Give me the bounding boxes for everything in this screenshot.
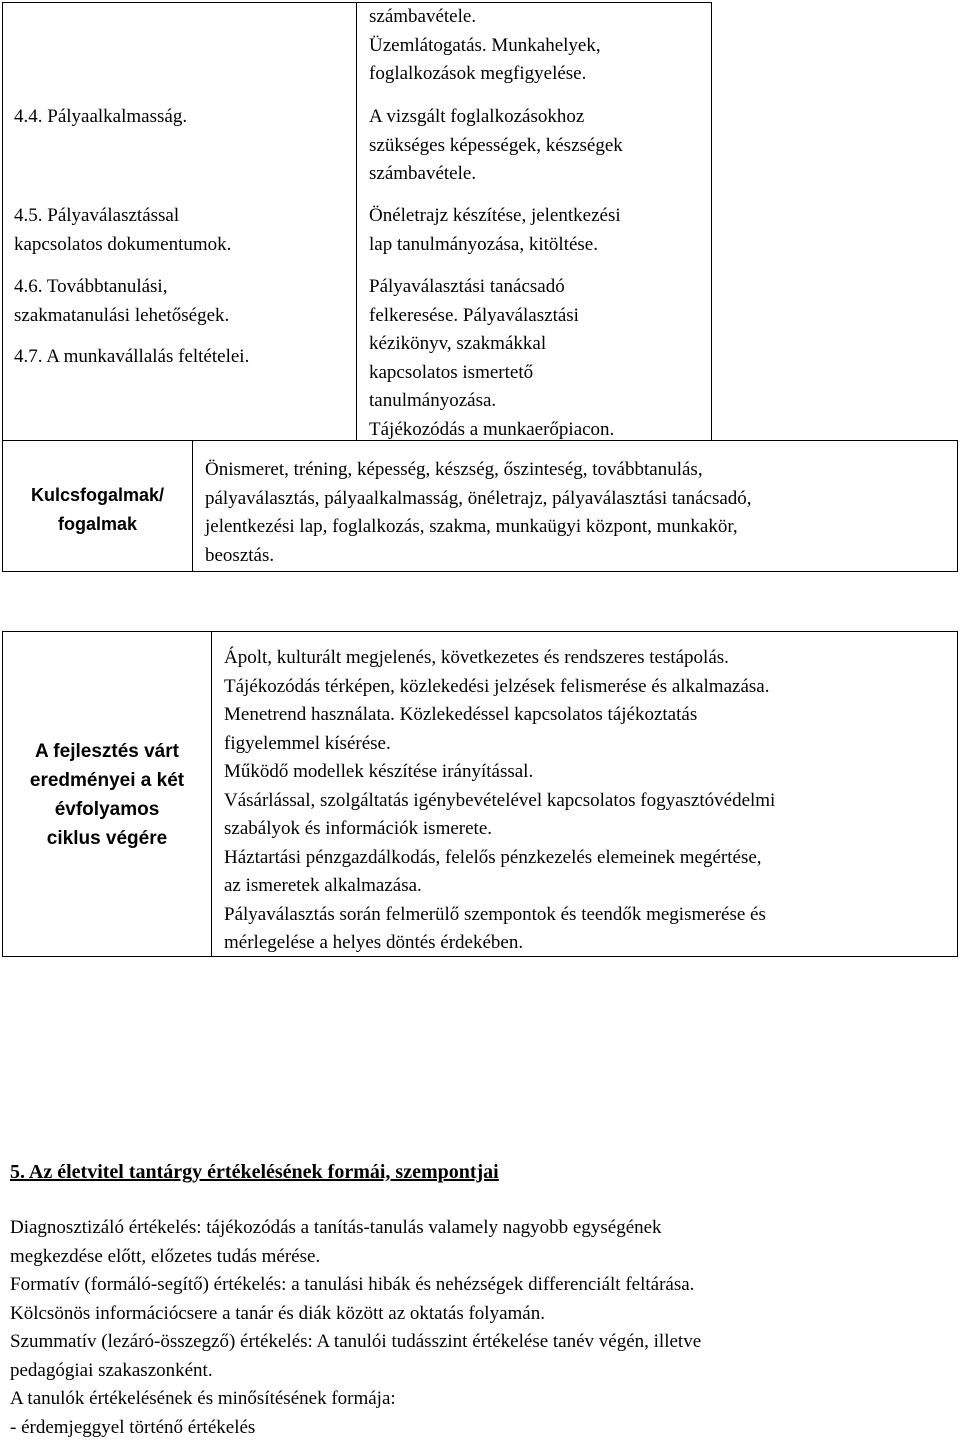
keywords-text-line: beosztás. [205,544,275,566]
table1-border-bottom [2,571,958,572]
table2-text [224,644,775,958]
table2-text-line: mérlegelése a helyes döntés érdekében. [224,932,524,953]
paragraph-line: Kölcsönös információcsere a tanár és diák között az oktatás folyamán. [10,1302,545,1324]
table-cell-line: 4.6. Továbbtanulási, [14,276,168,297]
table1-row3-right [369,202,621,259]
table-cell-line: Üzemlátogatás. Munkahelyek, [369,34,601,56]
table-cell-line: tanulmányozása. [369,390,497,411]
table-cell-line: Tájékozódás a munkaerőpiacon. [369,418,615,440]
table1-row1-right [369,3,601,89]
table1-border-top [2,2,712,3]
table2-text-line: Működő modellek készítése irányítással. [224,761,534,782]
table-cell-line: számbavétele. [369,163,477,184]
table2-text-line: Menetrend használata. Közlekedéssel kapcsolatos tájékoztatás [224,704,698,725]
table-cell-line: Önéletrajz készítése, jelentkezési [369,205,621,226]
table-cell-line: 4.5. Pályaválasztással [14,205,180,226]
paragraph-line: Szummatív (lezáró-összegző) értékelés: A tanulói tudásszint értékelése tanév végén, illetve [10,1331,702,1352]
keywords-text-line: pályaválasztás, pályaalkalmasság, önéletrajz, pályaválasztási tanácsadó, [205,487,752,509]
table1-row2-left [14,103,187,132]
table-cell-line: kapcsolatos ismertető [369,361,534,383]
table-cell-line: lap tanulmányozása, kitöltése. [369,233,598,255]
table2-text-line: Vásárlással, szolgáltatás igénybevételével kapcsolatos fogyasztóvédelmi [224,789,776,811]
table1-row3-left [14,202,231,259]
table2-divider-col [211,631,212,957]
table1-border-right-upper [711,2,712,440]
table1-row4-right [369,273,614,444]
keywords-label-line: fogalmak [57,514,138,534]
keywords-label-line: Kulcsfogalmak/ [30,485,165,505]
keywords-text-line: jelentkezési lap, foglalkozás, szakma, munkaügyi központ, munkakör, [205,516,738,537]
keywords-label [3,481,192,539]
table-cell-line: 4.7. A munkavállalás feltételei. [14,346,250,367]
table2-label-line: A fejlesztés várt [35,741,179,762]
paragraph-line: megkezdése előtt, előzetes tudás mérése. [10,1245,321,1267]
table2-border-right [957,631,958,957]
paragraph-line: A tanulók értékelésének és minősítésének formája: [10,1388,396,1409]
table2-text-line: Ápolt, kulturált megjelenés, következetes és rendszeres testápolás. [224,647,729,668]
table1-keywords-divider [192,440,193,572]
table2-label-line: ciklus végére [46,828,168,849]
table2-text-line: Pályaválasztás során felmerülő szempontok és teendők megismerése és [224,903,766,925]
paragraph-line: Formatív (formáló-segítő) értékelés: a tanulási hibák és nehézségek differenciált feltárása. [10,1274,695,1295]
paragraph-line: Diagnosztizáló értékelés: tájékozódás a tanítás-tanulás valamely nagyobb egységének [10,1217,662,1238]
table1-row2-right [369,103,623,189]
table1-border-right-lower [957,440,958,572]
table-cell-line: kapcsolatos dokumentumok. [14,233,232,255]
table-cell-line: 4.4. Pályaalkalmasság. [14,106,188,127]
table-cell-line: A vizsgált foglalkozásokhoz [369,106,585,127]
table-cell-line: kézikönyv, szakmákkal [369,333,547,354]
table-cell-line: szakmatanulási lehetőségek. [14,304,230,326]
keywords-text-line: Önismeret, tréning, képesség, készség, őszinteség, továbbtanulás, [205,459,703,480]
table2-label-line: eredményei a két [29,770,185,791]
table2-text-line: Háztartási pénzgazdálkodás, felelős pénzkezelés elemeinek megértése, [224,846,762,868]
table2-text-line: Tájékozódás térképen, közlekedési jelzések felismerése és alkalmazása. [224,675,770,697]
table2-text-line: az ismeretek alkalmazása. [224,875,422,896]
table2-label [3,737,211,853]
table2-text-line: figyelemmel kísérése. [224,732,391,754]
table1-divider-col [356,2,357,440]
table2-label-line: évfolyamos [54,799,160,820]
table-cell-line: számbavétele. [369,6,477,27]
table1-row4-left [14,273,249,372]
table-cell-line: Pályaválasztási tanácsadó [369,276,565,297]
paragraph-line: pedagógiai szakaszonként. [10,1359,213,1381]
keywords-text [205,456,752,570]
table2-text-line: szabályok és információk ismerete. [224,818,493,839]
table-cell-line: felkeresése. Pályaválasztási [369,304,579,326]
table2-border-top [2,631,958,632]
paragraph-line: - érdemjeggyel történő értékelés [10,1416,256,1438]
table-cell-line: szükséges képességek, készségek [369,134,623,156]
section-heading: 5. Az életvitel tantárgy értékelésének formái, szempontjai [10,1161,499,1183]
section-paragraph [10,1214,701,1442]
table-cell-line: foglalkozások megfigyelése. [369,63,587,84]
